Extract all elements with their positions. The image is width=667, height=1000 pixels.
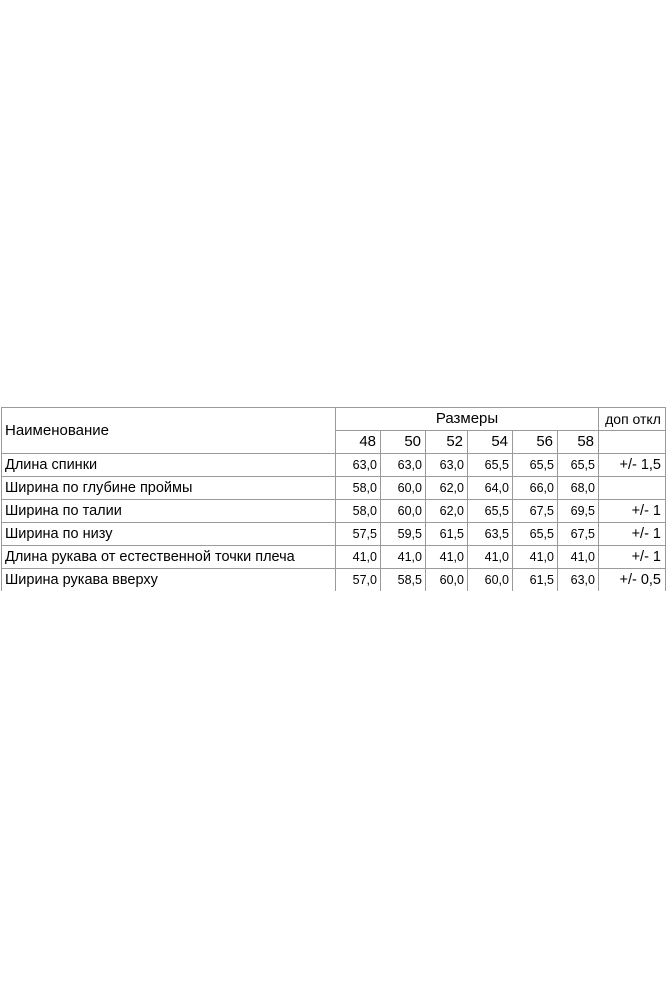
row-value: 62,0	[426, 500, 468, 523]
row-label: Ширина рукава вверху	[2, 569, 336, 592]
header-name: Наименование	[2, 408, 336, 454]
header-row	[2, 408, 666, 431]
row-tolerance: +/- 1	[599, 546, 666, 569]
row-label: Ширина по низу	[2, 523, 336, 546]
row-label: Длина спинки	[2, 454, 336, 477]
size-52: 52	[426, 431, 468, 454]
header-tolerance: доп откл	[599, 408, 666, 431]
row-value: 65,5	[558, 454, 599, 477]
row-value: 62,0	[426, 477, 468, 500]
row-value: 57,5	[336, 523, 381, 546]
table-row	[2, 477, 666, 500]
row-label: Длина рукава от естественной точки плеча	[2, 546, 336, 569]
row-label: Ширина по глубине проймы	[2, 477, 336, 500]
row-tolerance: +/- 1	[599, 500, 666, 523]
row-value: 41,0	[381, 546, 426, 569]
row-tolerance: +/- 0,5	[599, 569, 666, 592]
row-value: 67,5	[558, 523, 599, 546]
size-48: 48	[336, 431, 381, 454]
row-value: 60,0	[381, 500, 426, 523]
row-value: 58,5	[381, 569, 426, 592]
row-value: 41,0	[336, 546, 381, 569]
table-row	[2, 546, 666, 569]
table-row	[2, 523, 666, 546]
row-value: 65,5	[513, 523, 558, 546]
row-value: 60,0	[426, 569, 468, 592]
row-value: 60,0	[381, 477, 426, 500]
table-row	[2, 569, 666, 592]
row-tolerance	[599, 477, 666, 500]
row-value: 64,0	[468, 477, 513, 500]
row-value: 68,0	[558, 477, 599, 500]
size-58: 58	[558, 431, 599, 454]
row-value: 65,5	[468, 454, 513, 477]
row-value: 65,5	[513, 454, 558, 477]
row-value: 61,5	[426, 523, 468, 546]
row-value: 60,0	[468, 569, 513, 592]
row-value: 63,5	[468, 523, 513, 546]
row-value: 63,0	[381, 454, 426, 477]
row-value: 58,0	[336, 500, 381, 523]
table-row	[2, 500, 666, 523]
row-value: 65,5	[468, 500, 513, 523]
row-value: 63,0	[558, 569, 599, 592]
row-value: 66,0	[513, 477, 558, 500]
header-sizes: Размеры	[336, 408, 599, 431]
row-value: 41,0	[468, 546, 513, 569]
size-chart-table	[1, 407, 666, 591]
size-56: 56	[513, 431, 558, 454]
empty-cell	[599, 431, 666, 454]
row-value: 57,0	[336, 569, 381, 592]
row-value: 67,5	[513, 500, 558, 523]
row-value: 63,0	[426, 454, 468, 477]
table-row	[2, 454, 666, 477]
row-value: 58,0	[336, 477, 381, 500]
size-54: 54	[468, 431, 513, 454]
row-tolerance: +/- 1,5	[599, 454, 666, 477]
size-50: 50	[381, 431, 426, 454]
row-value: 69,5	[558, 500, 599, 523]
row-value: 41,0	[513, 546, 558, 569]
row-value: 61,5	[513, 569, 558, 592]
row-value: 41,0	[558, 546, 599, 569]
row-value: 41,0	[426, 546, 468, 569]
row-tolerance: +/- 1	[599, 523, 666, 546]
row-label: Ширина по талии	[2, 500, 336, 523]
row-value: 59,5	[381, 523, 426, 546]
row-value: 63,0	[336, 454, 381, 477]
